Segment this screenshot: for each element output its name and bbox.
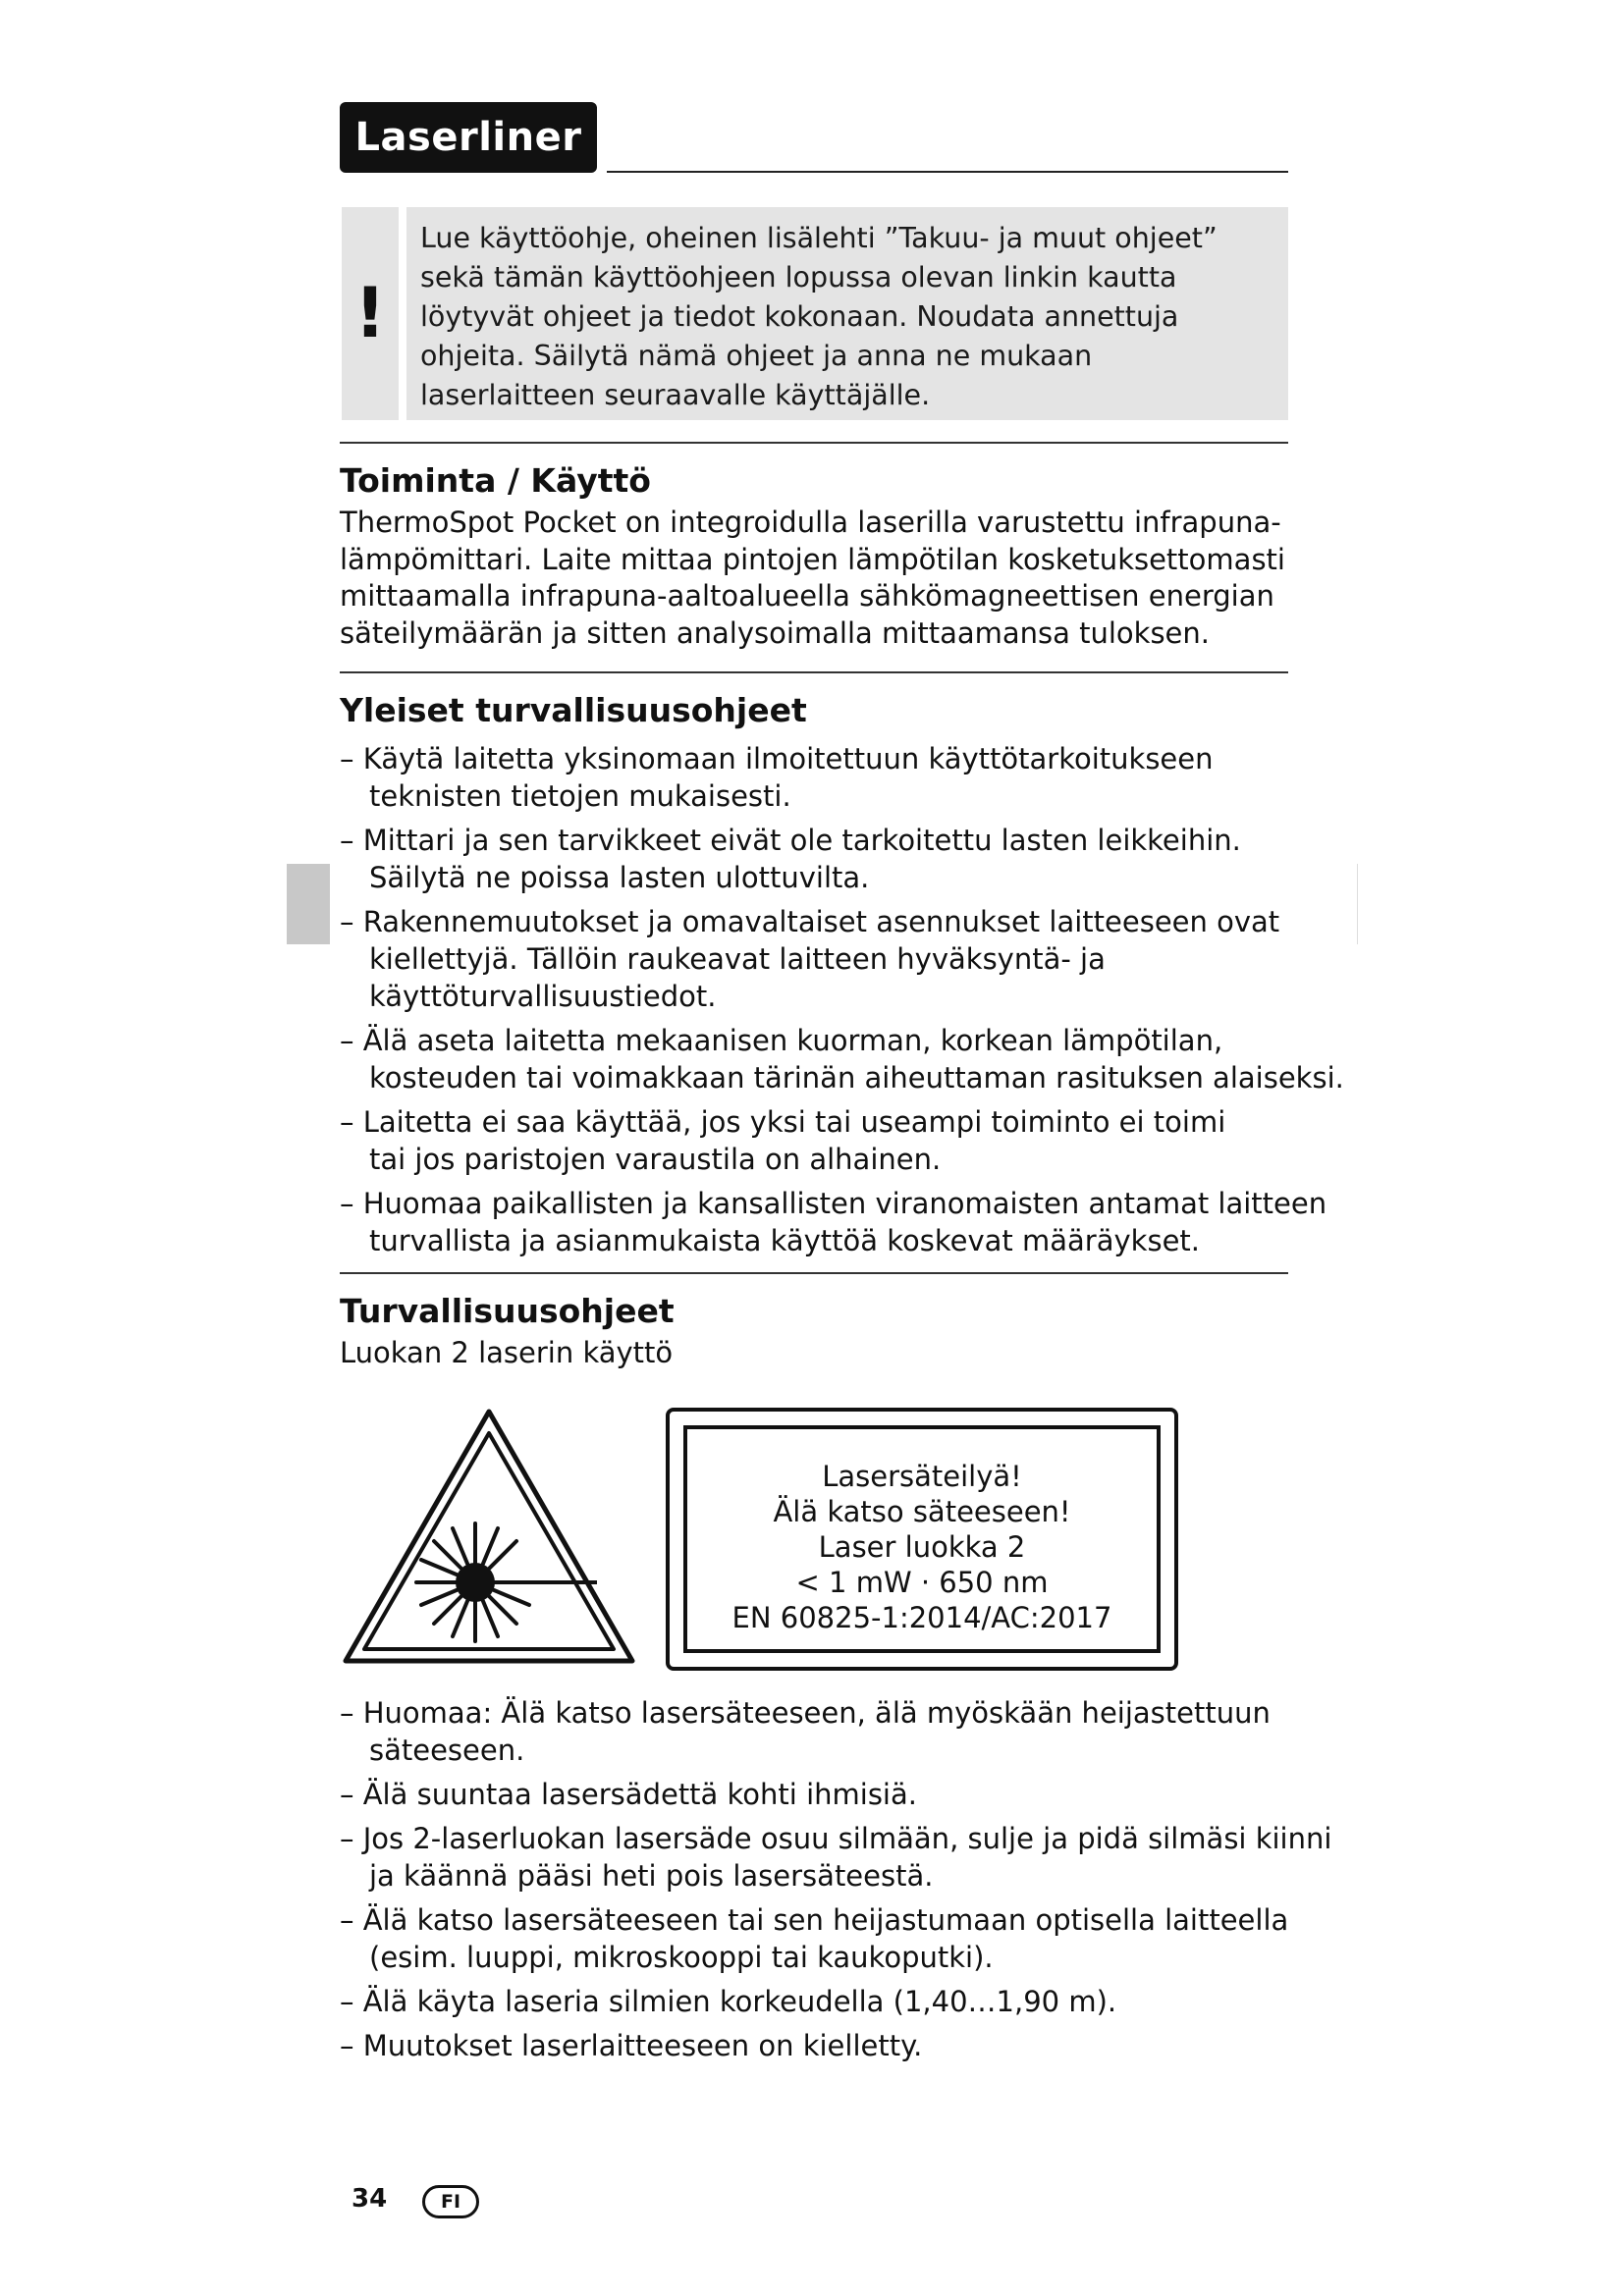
laser-class-label <box>666 1408 1178 1671</box>
list-line: käyttöturvallisuustiedot. <box>369 980 717 1013</box>
list-item <box>340 1185 1327 1259</box>
notice-line: löytyvät ohjeet ja tiedot kokonaan. Noudata annettuja <box>420 300 1179 333</box>
label-line: Lasersäteilyä! <box>822 1460 1022 1493</box>
language-badge: FI <box>422 2185 479 2218</box>
laser-safety-list <box>340 1694 1332 2064</box>
general-safety-heading: Yleiset turvallisuusohjeet <box>340 691 807 729</box>
side-tab-marker <box>287 864 330 944</box>
list-item <box>340 1901 1302 1976</box>
list-line: kiellettyjä. Tällöin raukeavat laitteen hyväksyntä- ja <box>369 942 1106 976</box>
section-divider <box>340 1272 1288 1274</box>
laser-warning-icon <box>340 1404 638 1669</box>
function-paragraph <box>340 505 1288 652</box>
list-item <box>340 1776 1302 1813</box>
page-number: 34 <box>352 2184 388 2214</box>
label-line: Laser luokka 2 <box>818 1530 1026 1564</box>
label-line: EN 60825-1:2014/AC:2017 <box>731 1601 1112 1634</box>
notice-line: laserlaitteen seuraavalle käyttäjälle. <box>420 379 931 411</box>
list-line: tai jos paristojen varaustila on alhainen. <box>369 1143 942 1176</box>
function-heading: Toiminta / Käyttö <box>340 461 651 500</box>
label-line: Älä katso säteeseen! <box>773 1495 1071 1528</box>
list-line: – Älä käyta laseria silmien korkeudella (1,40…1,90 m). <box>340 1985 1117 2018</box>
notice-box <box>406 207 1288 420</box>
list-line: – Käytä laitetta yksinomaan ilmoitettuun käyttötarkoitukseen <box>340 742 1214 775</box>
list-item <box>340 1820 1332 1895</box>
label-line: < 1 mW · 650 nm <box>795 1566 1049 1599</box>
list-line: – Älä aseta laitetta mekaanisen kuorman, korkean lämpötilan, <box>340 1024 1223 1057</box>
list-line: ja käännä pääsi heti pois lasersäteestä. <box>369 1859 934 1893</box>
list-line: – Älä katso lasersäteeseen tai sen heijastumaan optisella laitteella <box>340 1903 1289 1937</box>
list-line: säteeseen. <box>369 1734 525 1767</box>
list-item <box>340 1103 1302 1178</box>
list-line: – Älä suuntaa lasersädettä kohti ihmisiä. <box>340 1778 917 1811</box>
list-line: – Rakennemuutokset ja omavaltaiset asennukset laitteeseen ovat <box>340 905 1280 938</box>
notice-line: ohjeita. Säilytä nämä ohjeet ja anna ne mukaan <box>420 340 1093 372</box>
list-line: – Muutokset laserlaitteeseen on kielletty. <box>340 2029 923 2062</box>
list-line: turvallista ja asianmukaista käyttöä koskevat määräykset. <box>369 1224 1200 1257</box>
function-line: lämpömittari. Laite mittaa pintojen lämpötilan kosketuksettomasti <box>340 542 1285 576</box>
list-line: – Jos 2-laserluokan lasersäde osuu silmään, sulje ja pidä silmäsi kiinni <box>340 1822 1332 1855</box>
list-item <box>340 1694 1302 1769</box>
list-item <box>340 740 1302 815</box>
list-line: kosteuden tai voimakkaan tärinän aiheuttaman rasituksen alaiseksi. <box>369 1061 1344 1095</box>
list-item <box>340 822 1302 896</box>
list-item <box>340 1983 1302 2020</box>
safety-subheading-text: Luokan 2 laserin käyttö <box>340 1336 674 1369</box>
header-rule <box>607 171 1288 173</box>
list-item <box>340 1022 1344 1096</box>
general-safety-list <box>340 740 1344 1259</box>
brand-logo: Laserliner <box>340 102 597 173</box>
notice-line: Lue käyttöohje, oheinen lisälehti ”Takuu- ja muut ohjeet” <box>420 222 1218 254</box>
list-line: (esim. luuppi, mikroskooppi tai kaukoputki). <box>369 1941 994 1974</box>
list-line: teknisten tietojen mukaisesti. <box>369 779 791 813</box>
list-line: – Laitetta ei saa käyttää, jos yksi tai useampi toiminto ei toimi <box>340 1105 1226 1139</box>
section-divider <box>340 442 1288 444</box>
list-line: – Huomaa: Älä katso lasersäteeseen, älä myöskään heijastettuun <box>340 1696 1271 1730</box>
list-item <box>340 2027 1302 2064</box>
notice-line: sekä tämän käyttöohjeen lopussa olevan linkin kautta <box>420 261 1177 294</box>
function-line: ThermoSpot Pocket on integroidulla laserilla varustettu infrapuna- <box>340 506 1281 539</box>
safety-heading: Turvallisuusohjeet <box>340 1292 675 1330</box>
exclamation-icon: ! <box>342 207 399 420</box>
list-line: – Huomaa paikallisten ja kansallisten viranomaisten antamat laitteen <box>340 1187 1327 1220</box>
side-edge-line <box>1357 864 1358 944</box>
laser-class-label-inner <box>683 1425 1161 1653</box>
section-divider <box>340 671 1288 673</box>
function-line: säteilymäärän ja sitten analysoimalla mittaamansa tuloksen. <box>340 615 1211 650</box>
function-line: mittaamalla infrapuna-aaltoalueella sähkömagneettisen energian <box>340 579 1274 613</box>
list-line: – Mittari ja sen tarvikkeet eivät ole tarkoitettu lasten leikkeihin. <box>340 824 1241 857</box>
list-line: Säilytä ne poissa lasten ulottuvilta. <box>369 861 870 894</box>
list-item <box>340 903 1302 1015</box>
safety-subheading <box>340 1335 1288 1372</box>
